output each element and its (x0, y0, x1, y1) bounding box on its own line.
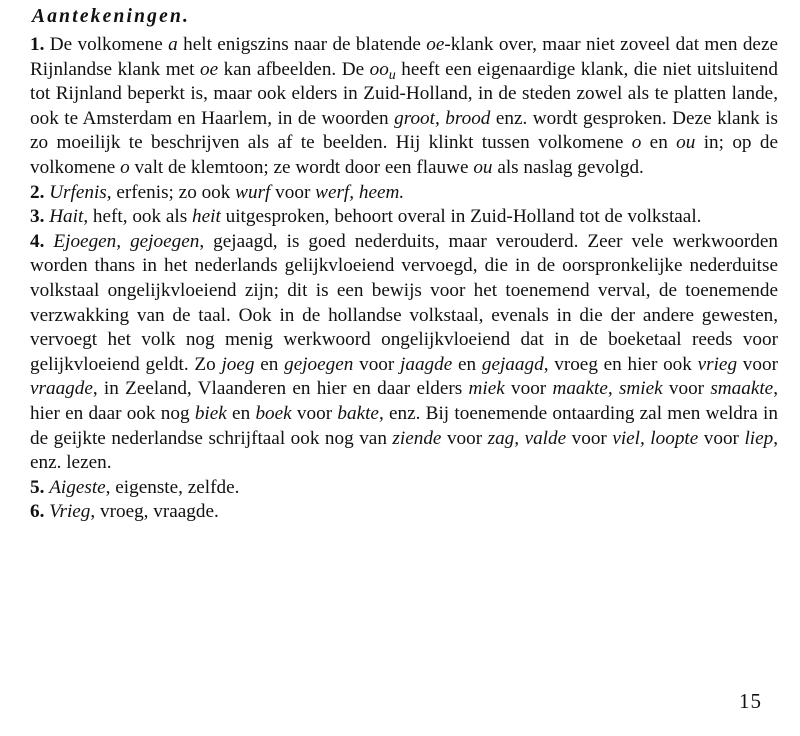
italic-term: Ejoegen, gejoegen (53, 230, 200, 252)
note-2 (30, 181, 778, 206)
note-4 (30, 230, 778, 476)
italic-term: vraagde (30, 378, 93, 400)
italic-term: liep (744, 427, 774, 449)
italic-term: bakte (337, 402, 379, 424)
note-text: voor (270, 181, 316, 203)
note-text: voor (698, 427, 745, 449)
note-text: , vroeg en hier ook (543, 353, 698, 375)
note-text: , hier en daar ook nog (30, 378, 778, 424)
note-text: -klank over, maar niet zoveel dat men deze Rijnlandse klank met (30, 34, 778, 80)
note-text: voor (662, 378, 711, 400)
subscript-text: u (388, 67, 396, 83)
note-text: kan afbeelden. De (218, 58, 370, 80)
note-text: heeft een eigenaardige klank, die niet uitsluitend tot Rijnland beperkt is, maar ook elders in Zuid-Holland, in de steden zowel als te platten lande, ook te Amsterdam en Haarlem, in de woorden (30, 58, 778, 129)
italic-term: maakte, smiek (552, 378, 663, 400)
italic-term: o (120, 156, 130, 178)
italic-term: viel, loopte (612, 427, 699, 449)
notes-heading: Aantekeningen. (32, 6, 191, 27)
italic-term: smaakte (710, 378, 774, 400)
italic-term: a (168, 34, 178, 55)
italic-term: werf, heem. (315, 181, 405, 203)
italic-term: heit (192, 206, 221, 228)
note-6 (30, 500, 778, 525)
note-text: en (452, 353, 482, 375)
note-text: voor (291, 402, 338, 424)
italic-term: o (631, 132, 642, 154)
note-text: in; op de volkomene (30, 132, 778, 178)
italic-term: Urfenis (49, 181, 107, 203)
page-number: 15 (739, 689, 762, 713)
italic-term: ou (676, 132, 696, 154)
italic-term: Hait (49, 206, 84, 228)
note-number: 6. (30, 501, 45, 523)
note-number: 4. (30, 230, 45, 252)
italic-term: Vrieg (49, 501, 91, 523)
italic-term: ziende (392, 427, 442, 449)
note-number: 2. (30, 181, 45, 203)
note-text: , eigenste, zelfde. (105, 476, 240, 498)
italic-term: jaagde (400, 353, 453, 375)
note-text: , enz. lezen. (30, 427, 779, 474)
note-number: 1. (30, 34, 45, 55)
note-text: voor (353, 353, 401, 375)
italic-term: biek (194, 402, 227, 424)
note-text: enz. wordt gesproken. Deze klank is zo moeilijk te beschrijven als af te beelden. Hij klinkt tussen volkomene (30, 107, 778, 154)
note-3 (30, 205, 778, 230)
italic-term: gejaagd (481, 353, 544, 375)
note-text: en (641, 132, 677, 154)
note-number: 5. (30, 476, 45, 498)
note-text: voor (441, 427, 488, 449)
note-text: , gejaagd, is goed nederduits, maar verouderd. Zeer vele werkwoorden worden thans in het nederlands gelijkvloeiend vervoegd, die in de oorspronkelijke nederduitse volkstaal ongelijkvloeiend zijn; dit is een bewijs voor het toenemend verval, de toenemende verzwakking van de taal. Ook in de hollandse volkstaal, evenals in die der andere gewesten, vervoegt het volk nog menig werkwoord ongelijkvloeiend dat in de boeketaal reeds voor gelijkvloeiend geldt. Zo (30, 230, 779, 375)
note-text: als naslag gevolgd. (492, 156, 644, 178)
note-text: , vroeg, vraagde. (90, 501, 219, 523)
italic-term: wurf (235, 181, 271, 203)
italic-term: oe (200, 58, 219, 80)
note-text: voor (737, 353, 778, 375)
italic-term: joeg (221, 353, 255, 375)
italic-term: ou (473, 156, 493, 178)
note-text: , erfenis; zo ook (106, 181, 236, 203)
note-text: , enz. Bij toenemende ontaarding zal men weldra in de geijkte nederlandse schrijftaal ook nog van (30, 402, 778, 449)
notes-body (30, 33, 778, 525)
italic-term: zag, valde (487, 427, 567, 449)
italic-term: gejoegen (284, 353, 354, 375)
italic-term: oo (369, 58, 389, 80)
note-text: De volkomene (44, 34, 169, 55)
note-text: , heft, ook als (83, 206, 193, 228)
note-5 (30, 476, 778, 501)
note-text: valt de klemtoon; ze wordt door een flauwe (129, 156, 474, 178)
note-text: voor (566, 427, 613, 449)
note-text: en (254, 353, 285, 375)
italic-term: vrieg (697, 353, 738, 375)
italic-term: boek (255, 402, 292, 424)
note-text: en (226, 402, 256, 424)
note-text: , in Zeeland, Vlaanderen en hier en daar elders (92, 378, 469, 400)
note-text: voor (504, 378, 553, 400)
italic-term: oe (426, 34, 445, 55)
italic-term: groot, brood (394, 107, 491, 129)
note-1 (30, 33, 778, 181)
note-number: 3. (30, 206, 45, 228)
note-text: uitgesproken, behoort overal in Zuid-Holland tot de volkstaal. (220, 206, 702, 228)
italic-term: Aigeste (49, 476, 106, 498)
note-text: helt enigszins naar de blatende (177, 34, 427, 55)
italic-term: miek (468, 378, 505, 400)
